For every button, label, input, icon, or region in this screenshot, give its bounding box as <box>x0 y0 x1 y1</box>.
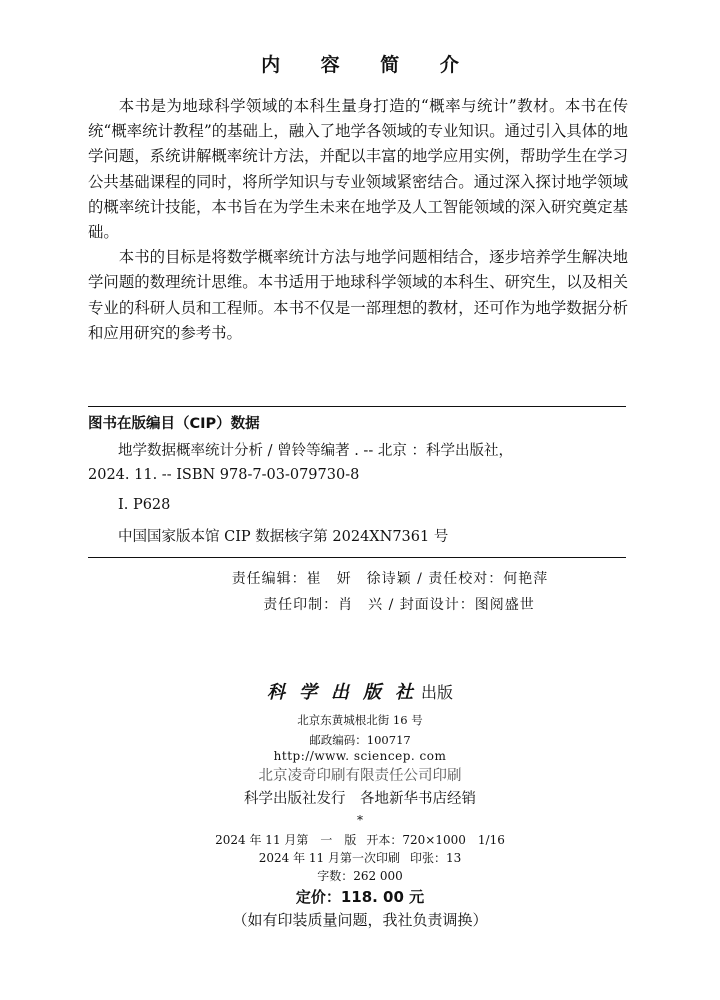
distribution-line: 科学出版社发行 各地新华书店经销 <box>244 791 476 807</box>
staff-row-editors: 责任编辑：崔 妍 徐诗颖 / 责任校对：何艳萍 <box>231 571 549 587</box>
word-count: 字数：262 000 <box>317 869 403 883</box>
print-date: 2024 年 11 月第一次印刷 <box>258 851 400 865</box>
separator-star: * <box>357 813 363 827</box>
edition-date: 2024 年 11 月第 一 版 <box>215 833 357 847</box>
print-line <box>0 849 720 866</box>
cip-line-1: 地学数据概率统计分析 / 曾铃等编著 . -- 北京 ：科学出版社， <box>118 443 513 459</box>
printer-line: 北京凌奇印刷有限责任公司印刷 <box>258 768 462 784</box>
staff-row-production: 责任印制：肖 兴 / 封面设计：图阅盛世 <box>263 597 535 613</box>
cip-title: 图书在版编目（CIP）数据 <box>88 416 260 432</box>
publisher-suffix: 出版 <box>420 682 453 702</box>
intro-section <box>88 94 628 346</box>
publisher-postcode: 邮政编码：100717 <box>309 733 411 747</box>
publisher-logo: 科学出版社 <box>266 682 427 703</box>
publisher-address: 北京东黄城根北街 16 号 <box>297 713 423 727</box>
staff-credits <box>0 566 720 618</box>
cip-top-rule <box>88 406 626 407</box>
quality-note: （如有印装质量问题，我社负责调换） <box>232 911 488 929</box>
format-info: 开本：720×1000 1/16 <box>366 833 505 847</box>
cip-bottom-rule <box>88 557 626 558</box>
cip-record-number: 中国国家版本馆 CIP 数据核字第 2024XN7361 号 <box>118 529 449 545</box>
cip-block <box>88 412 628 549</box>
intro-paragraph-2: 本书的目标是将数学概率统计方法与地学问题相结合，逐步培养学生解决地学问题的数理统计思维。本书适用于地球科学领域的本科生、研究生，以及相关专业的科研人员和工程师。本书不仅是一部理想的教材，还可作为地学数据分析和应用研究的参考书。 <box>88 248 628 342</box>
cip-classification: Ⅰ. P628 <box>118 497 171 513</box>
edition-line <box>0 831 720 848</box>
publisher-url: http://www. sciencep. com <box>273 749 447 763</box>
price: 定价：118. 00 元 <box>295 888 425 906</box>
sheet-count: 印张：13 <box>409 851 462 865</box>
publisher-line <box>0 678 720 704</box>
cip-line-2: 2024. 11. -- ISBN 978-7-03-079730-8 <box>88 467 360 483</box>
page-title: 内 容 简 介 <box>261 54 476 76</box>
intro-paragraph-1: 本书是为地球科学领域的本科生量身打造的“概率与统计”教材。本书在传统“概率统计教程”的基础上，融入了地学各领域的专业知识。通过引入具体的地学问题，系统讲解概率统计方法，并配以丰富的地学应用实例，帮助学生在学习公共基础课程的同时，将所学知识与专业领域紧密结合。通过深入探讨地学领域的概率统计技能，本书旨在为学生未来在地学及人工智能领域的深入研究奠定基础。 <box>88 97 628 242</box>
